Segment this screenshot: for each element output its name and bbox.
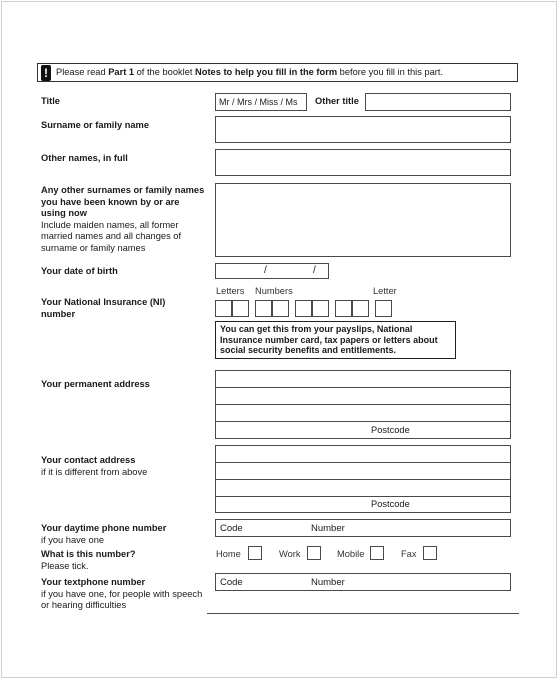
other-surnames-block: [41, 185, 206, 254]
textphone-number-caption: Number: [311, 577, 345, 588]
what-label: What is this number?: [41, 549, 136, 559]
home-checkbox[interactable]: [248, 546, 262, 560]
address-input[interactable]: [215, 370, 511, 439]
ni-cell[interactable]: [215, 300, 232, 317]
notice-bar: [37, 63, 518, 82]
notice-text: Please read Part 1 of the booklet Notes to help you fill in the form before you fill in this part.: [56, 67, 444, 77]
dob-separator: /: [264, 265, 267, 276]
other-surnames-input[interactable]: [215, 183, 511, 257]
other-names-input[interactable]: [215, 149, 511, 176]
address-line-divider: [216, 479, 510, 480]
ni-cell[interactable]: [232, 300, 249, 317]
section-divider: [207, 613, 519, 614]
contact-hint: if it is different from above: [41, 466, 148, 477]
phone-block: [41, 523, 206, 546]
postcode-label: Postcode: [371, 425, 410, 435]
dob-separator: /: [313, 265, 316, 276]
contact-label: Your contact address: [41, 455, 136, 465]
textphone-block: [41, 577, 206, 612]
ni-numbers-caption: Numbers: [255, 286, 293, 296]
ni-info-text: You can get this from your payslips, National Insurance number card, tax papers or letters about social security benefits and entitlements.: [220, 324, 438, 355]
ni-cell[interactable]: [352, 300, 369, 317]
surname-input[interactable]: [215, 116, 511, 143]
mobile-checkbox[interactable]: [370, 546, 384, 560]
surname-label: Surname or family name: [41, 120, 149, 130]
ni-cell[interactable]: [272, 300, 289, 317]
what-block: [41, 549, 206, 572]
phone-input[interactable]: [215, 519, 511, 537]
textphone-code-caption: Code: [220, 577, 243, 588]
other-surnames-label: Any other surnames or family names you have been known by or are using now: [41, 185, 205, 218]
title-select[interactable]: [215, 93, 307, 111]
address-line-divider: [216, 462, 510, 463]
phone-hint: if you have one: [41, 534, 105, 545]
ni-cell[interactable]: [295, 300, 312, 317]
address-label: Your permanent address: [41, 379, 150, 389]
other-surnames-hint: Include maiden names, all former married names and all changes of surname or family names: [41, 219, 182, 253]
work-checkbox[interactable]: [307, 546, 321, 560]
other-names-label: Other names, in full: [41, 153, 128, 163]
title-label: Title: [41, 96, 60, 106]
option-fax-label: Fax: [401, 549, 417, 559]
contact-address-input[interactable]: [215, 445, 511, 513]
warning-icon: !: [41, 65, 51, 81]
address-line-divider: [216, 404, 510, 405]
textphone-input[interactable]: [215, 573, 511, 591]
other-title-label: Other title: [315, 96, 359, 106]
phone-number-caption: Number: [311, 523, 345, 534]
dob-input[interactable]: [215, 263, 329, 279]
textphone-hint: if you have one, for people with speech or hearing difficulties: [41, 588, 203, 610]
option-work-label: Work: [279, 549, 301, 559]
ni-cell[interactable]: [255, 300, 272, 317]
ni-info-box: [215, 321, 456, 359]
ni-cell[interactable]: [312, 300, 329, 317]
textphone-label: Your textphone number: [41, 577, 146, 587]
dob-label: Your date of birth: [41, 266, 118, 276]
ni-cell[interactable]: [375, 300, 392, 317]
what-hint: Please tick.: [41, 560, 89, 571]
postcode-label: Postcode: [371, 499, 410, 509]
title-options: Mr / Mrs / Miss / Ms: [219, 97, 298, 107]
ni-cell[interactable]: [335, 300, 352, 317]
other-title-input[interactable]: [365, 93, 511, 111]
option-home-label: Home: [216, 549, 241, 559]
option-mobile-label: Mobile: [337, 549, 365, 559]
contact-block: [41, 455, 206, 478]
phone-code-caption: Code: [220, 523, 243, 534]
fax-checkbox[interactable]: [423, 546, 437, 560]
address-line-divider: [216, 387, 510, 388]
ni-letters-caption: Letters: [216, 286, 245, 296]
ni-label: Your National Insurance (NI) number: [41, 297, 166, 319]
address-line-divider: [216, 421, 510, 422]
address-line-divider: [216, 496, 510, 497]
phone-label: Your daytime phone number: [41, 523, 167, 533]
ni-letter-caption: Letter: [373, 286, 397, 296]
